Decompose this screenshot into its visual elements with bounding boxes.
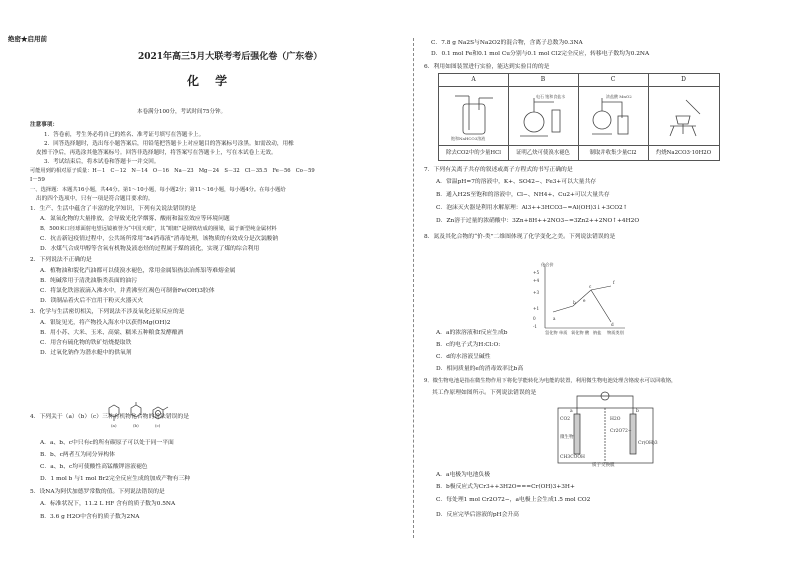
cell-label: Cr(OH)3 xyxy=(638,441,658,446)
note-item: 可能用到的相对原子质量：H－1 C－12 N－14 O－16 Na－23 Mg－24 S－32 Cl－35.5 Fe－56 Co－59 xyxy=(30,168,315,174)
graph-ytick: +1 xyxy=(533,306,540,311)
graph-point: c xyxy=(589,284,592,289)
question-6: 6．利用如图装置进行实验，能达到实验目的的是 xyxy=(424,64,550,70)
option: B．纯碱常用于清洗油脂类表面的油污 xyxy=(40,278,138,284)
option: D．1 mol b 与1 mol Br2完全反应生成的加成产物有三种 xyxy=(40,476,191,482)
option: A．银锭见光，将产物投入海水中以获得Mg(OH)2 xyxy=(40,320,171,326)
option: C．7.8 g Na2S与Na2O2的混合物，含离子总数为0.3NA xyxy=(431,40,583,46)
question-8: 8．氮及其化合物的“价-类”二维图体现了化学变化之美。下列说法错误的是 xyxy=(424,234,616,240)
cell-label: CH3COOH xyxy=(560,455,585,460)
microbial-cell-figure xyxy=(548,388,663,468)
table-caption: 除去CO2中的少量HCl xyxy=(439,145,508,160)
table-header: D xyxy=(648,74,719,87)
graph-xlabel: 物质类别 xyxy=(607,330,624,335)
section1-line1: 一、选择题：本题共16小题，共44分。第1～10小题，每小题2分；第11～16小题，每小题4分。在每小题给 xyxy=(30,187,286,193)
apparatus-table xyxy=(438,73,720,161)
exam-title: 2021年高三5月大联考考后强化卷（广东卷） xyxy=(138,52,323,62)
struct-label-a: (a) xyxy=(111,423,117,428)
option: C．d的水溶液呈碱性 xyxy=(436,354,491,360)
note-item: 2．回答选择题时，选出每小题答案后，用铅笔把答题卡上对应题目的答案标号涂黑。如需改动，用橡 xyxy=(44,141,294,147)
option: A．植物油和裂化汽油都可以使溴水褪色，常用金属铝热法冶炼铝等难熔金属 xyxy=(40,268,236,274)
crucible-icon xyxy=(656,90,710,142)
table-header: C xyxy=(578,74,648,87)
apparatus-cell-d xyxy=(648,74,719,160)
option: C．用含有硫化物的铁矿焙烧提取铁 xyxy=(40,340,132,346)
struct-label-b: (b) xyxy=(133,423,139,428)
graph-xlabel: 氧化物 xyxy=(571,330,584,335)
option: C．抗击新冠疫情过程中，公共场所常用“84消毒液”消毒处理，该物质的有效成分是次氯酸钠 xyxy=(40,236,279,242)
washing-bottle-icon xyxy=(449,90,499,142)
question-7: 7．下列有关离子共存的叙述或离子方程式的书写正确的是 xyxy=(424,167,573,173)
svg-text:浓盐酸 MnO2: 浓盐酸 MnO2 xyxy=(606,94,632,99)
graph-point: e xyxy=(583,298,586,303)
note-item: 皮擦干净后，再选涂其他答案标号。回答非选择题时，将答案写在答题卡上，写在本试卷上无效。 xyxy=(36,150,277,156)
option: B．500米口径球面射电望远镜被誉为“中国天眼”，其“眼眶”是钢铁结成的圈梁，属于新型纯金属材料 xyxy=(40,226,277,232)
question-2: 2．下列说法不正确的是 xyxy=(30,257,92,263)
option: A．a的浓溶液和f反应生成b xyxy=(436,330,508,336)
apparatus-cell-b xyxy=(508,74,579,160)
option: A．氮氧化物的大量排放，会导致光化学烟雾、酸雨和温室效应等环境问题 xyxy=(40,216,230,222)
graph-ytick: 0 xyxy=(533,316,536,321)
graph-ylabel: 化合价 xyxy=(541,262,554,267)
question-9: 9．微生物电池是指在微生物作用下将化学能转化为电能的装置，利用微生物电池处理含铬废水可以回收铬， xyxy=(424,378,677,384)
option: C．将氯化铁溶液滴入沸水中，并煮沸至红褐色可制备Fe(OH)3胶体 xyxy=(40,288,215,294)
graph-point: a xyxy=(553,316,556,321)
option: D．过氧化钠作为潜水艇中的供氧剂 xyxy=(40,350,132,356)
svg-text:电石 饱和食盐水: 电石 饱和食盐水 xyxy=(536,94,566,99)
cell-label: 微生物 xyxy=(560,435,574,440)
option: A．标准状况下，11.2 L HF 含有的质子数为0.5NA xyxy=(40,501,176,507)
option: D．Zn溶于过量的浓硝酸中：3Zn+8H++2NO3−=3Zn2++2NO↑+4H2O xyxy=(436,218,640,224)
struct-label-c: (c) xyxy=(155,423,161,428)
flask-apparatus-icon xyxy=(516,90,570,142)
graph-ytick: -1 xyxy=(533,324,538,329)
apparatus-cell-a xyxy=(439,74,509,160)
option: A．a电极为电池负极 xyxy=(436,472,491,478)
option: A．a、b、c中只有c的所有碳原子可以处于同一平面 xyxy=(40,440,174,446)
graph-ytick: +4 xyxy=(533,278,540,283)
note-item: 1．答卷前，考生务必将自己的姓名、准考证号填写在答题卡上。 xyxy=(44,132,205,138)
graph-ytick: +3 xyxy=(533,290,540,295)
graph-point: b xyxy=(573,300,576,305)
graph-ytick: +5 xyxy=(533,270,540,275)
table-caption: 证明乙炔可使溴水褪色 xyxy=(508,145,578,160)
note-item: I－59 xyxy=(30,177,45,183)
option: C．a、b、c均可使酸性高锰酸钾溶液褪色 xyxy=(40,464,148,470)
cell-label: b xyxy=(636,409,639,414)
option: D．反应完毕后溶液的pH会升高 xyxy=(436,512,519,518)
question-3: 3．化学与生活密切相关，下列说法不涉及氧化还原反应的是 xyxy=(30,309,185,315)
option: C．每处理1 mol Cr2O72−，a电极上会生成1.5 mol CO2 xyxy=(436,497,591,503)
table-header: A xyxy=(439,74,508,87)
valence-class-graph xyxy=(533,260,628,335)
graph-xlabel: 酸 xyxy=(585,330,590,335)
option: C．泡沫灭火器是利用水解原理：Al3++3HCO3−=Al(OH)3↓+3CO2↑ xyxy=(436,205,628,211)
option: B．3.6 g H2O中含有的质子数为2NA xyxy=(40,514,140,520)
option: B．用小苏、大米、玉米、高粱、糯米五种粮食发酵酿酒 xyxy=(40,330,184,336)
option: B．b、c两者互为同分异构体 xyxy=(40,452,115,458)
option: A．常温pH=7的溶液中，K+、SO42−、Fe3+可以大量共存 xyxy=(436,179,597,185)
graph-point: d xyxy=(611,322,614,327)
question-5: 5．设NA为阿伏加德罗常数的值。下列说法错误的是 xyxy=(30,489,165,495)
graph-point: f xyxy=(613,280,615,285)
cell-label: Cr2O72− xyxy=(610,429,632,434)
graph-xlabel: 氢化物 xyxy=(545,330,558,335)
option: D．水煤气合成甲醇等含氧有机物及液态烃的过程属于煤的液化，实现了煤的综合利用 xyxy=(40,246,260,252)
table-caption: 灼烧Na2CO3·10H2O xyxy=(648,145,719,160)
question-1: 1．生产、生活中蕴含了丰富的化学知识，下列有关说法错误的是 xyxy=(30,206,197,212)
cell-label: H2O xyxy=(610,417,621,422)
graph-xlabel: 单质 xyxy=(559,330,568,335)
option: B．通入H2S至饱和的溶液中，Cl−、NH4+、Cu2+可以大量共存 xyxy=(436,192,610,198)
option: B．c的电子式为H:Cl:O: xyxy=(436,342,501,348)
cell-label: CO2 xyxy=(560,417,570,422)
question-9-cont: 其工作原理如图所示。下列说法错误的是 xyxy=(432,390,537,396)
note-item: 3．考试结束后，将本试卷和答题卡一并交回。 xyxy=(44,159,160,165)
organic-structures-figure xyxy=(103,402,173,428)
secret-tag: 绝密★启用前 xyxy=(8,35,47,43)
section1-line2: 出的四个选项中，只有一项是符合题目要求的。 xyxy=(36,196,154,202)
column-divider xyxy=(413,38,414,538)
option: D．镁制品着火后不宜用干粉灭火器灭火 xyxy=(40,298,144,304)
table-header: B xyxy=(508,74,578,87)
notes-title: 注意事项： xyxy=(30,122,58,128)
graph-xlabel: 钠盐 xyxy=(593,330,602,335)
score-line: 本卷满分100分，考试时间75分钟。 xyxy=(137,109,226,115)
cell-label: a xyxy=(570,409,573,414)
option: B．b极反应式为Cr3++3H2O===Cr(OH)3+3H+ xyxy=(436,484,575,490)
option: D．0.1 mol Fe和0.1 mol Cu分别与0.1 mol Cl2完全反应，转移电子数均为0.2NA xyxy=(431,51,650,57)
cell-label: 质子交换膜 xyxy=(592,463,615,468)
chlorine-generator-icon xyxy=(586,90,640,142)
question-4: 4．下列关于（a）（b）（c）三种有机物化合物的说法错误的是 xyxy=(30,414,190,420)
svg-text:饱和NaHCO3溶液: 饱和NaHCO3溶液 xyxy=(451,136,486,141)
apparatus-cell-c xyxy=(578,74,649,160)
table-caption: 制取并收集少量Cl2 xyxy=(578,145,648,160)
option: D．相同质量的e的消毒效率比b高 xyxy=(436,366,524,372)
subject-title: 化 学 xyxy=(187,74,234,88)
